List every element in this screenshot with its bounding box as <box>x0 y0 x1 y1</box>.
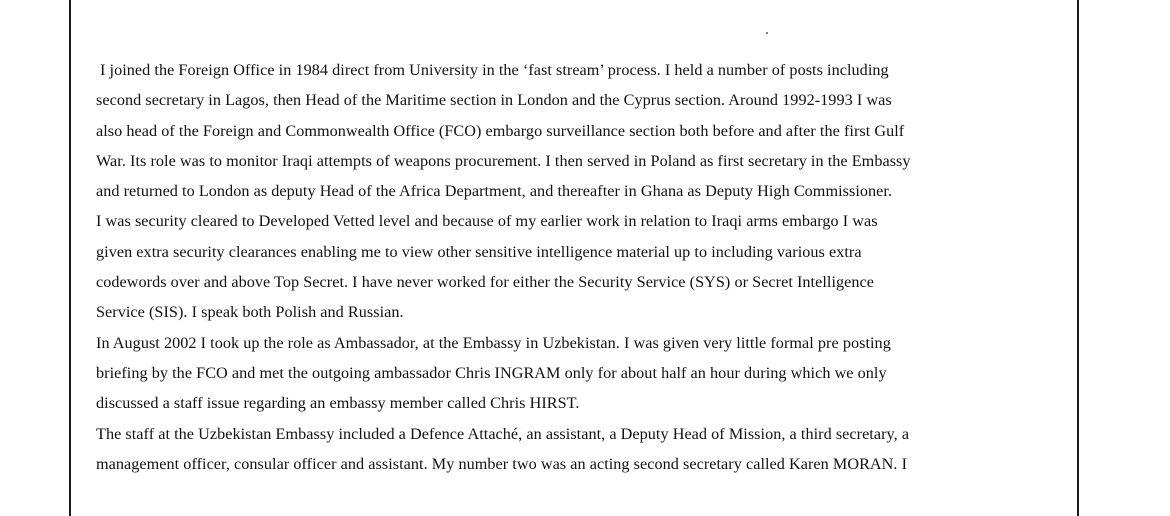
text-line: The staff at the Uzbekistan Embassy included a Defence Attaché, an assistant, a Deputy Head of Mission, a third secretary, a <box>96 424 910 443</box>
text-line: also head of the Foreign and Commonwealth Office (FCO) embargo surveillance section both before and after the first Gulf <box>96 121 905 140</box>
text-line: given extra security clearances enabling me to view other sensitive intelligence material up to including various extra <box>96 242 862 261</box>
statement-text <box>96 55 1076 479</box>
text-line: codewords over and above Top Secret. I have never worked for either the Security Service (SYS) or Secret Intelligence <box>96 273 874 292</box>
text-line: management officer, consular officer and assistant. My number two was an acting second secretary called Karen MORAN. I <box>96 454 908 473</box>
text-line: Service (SIS). I speak both Polish and Russian. <box>96 303 404 322</box>
scan-speck <box>766 32 768 34</box>
text-line: and returned to London as deputy Head of the Africa Department, and thereafter in Ghana as Deputy High Commissioner. <box>96 182 893 201</box>
text-line: I joined the Foreign Office in 1984 direct from University in the ‘fast stream’ process. I held a number of posts including <box>100 61 889 79</box>
text-line: discussed a staff issue regarding an embassy member called Chris HIRST. <box>96 394 580 413</box>
text-line: second secretary in Lagos, then Head of the Maritime section in London and the Cyprus section. Around 1992-1993 I was <box>96 91 892 110</box>
text-line: I was security cleared to Developed Vetted level and because of my earlier work in relation to Iraqi arms embargo I was <box>96 212 878 231</box>
text-line: In August 2002 I took up the role as Ambassador, at the Embassy in Uzbekistan. I was given very little formal pre posting <box>96 333 891 352</box>
text-line: War. Its role was to monitor Iraqi attempts of weapons procurement. I then served in Poland as first secretary in the Embassy <box>96 151 911 170</box>
text-line: briefing by the FCO and met the outgoing ambassador Chris INGRAM only for about half an hour during which we only <box>96 363 887 382</box>
